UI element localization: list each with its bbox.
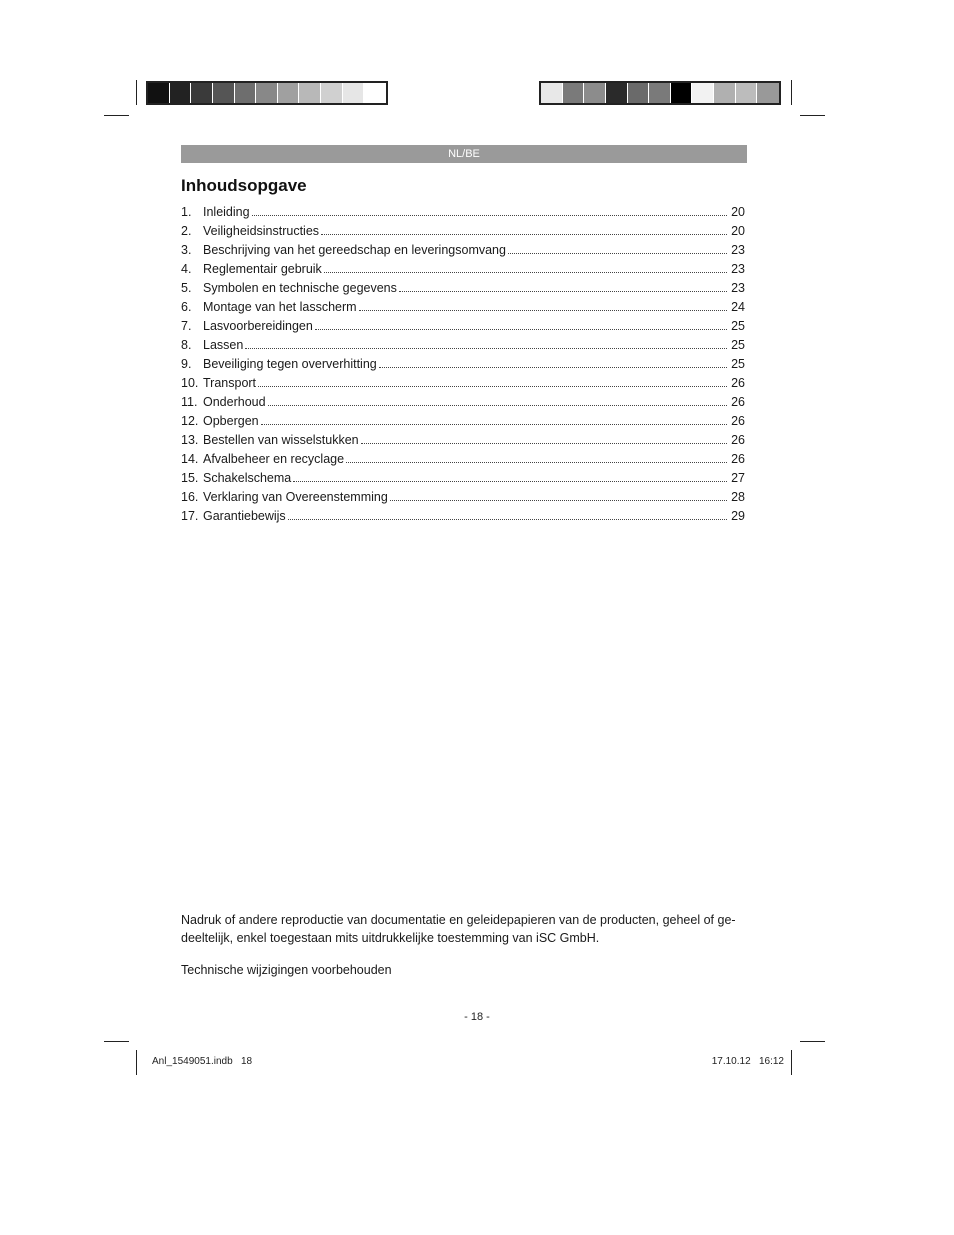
toc-entry-number: 4. [181,262,192,276]
swatch [692,83,714,103]
toc-entry-page: 25 [731,319,745,333]
toc-entry-page: 28 [731,490,745,504]
toc-entry-label: Lasvoorbereidingen [203,319,313,333]
toc-entry-page: 26 [731,433,745,447]
toc-leader-dots [346,461,727,463]
toc-entry-page: 26 [731,376,745,390]
swatch [170,83,192,103]
toc-entry-page: 20 [731,224,745,238]
toc-entry-number: 15. [181,471,199,485]
toc-entry-page: 26 [731,452,745,466]
swatch [364,83,386,103]
toc-entry-label: Lassen [203,338,244,352]
toc-entry-number: 7. [181,319,192,333]
toc-leader-dots [324,271,727,273]
toc-entry-number: 2. [181,224,192,238]
page-title: Inhoudsopgave [181,176,307,195]
crop-mark [791,1050,792,1075]
reproduction-notice [181,911,747,947]
swatch [278,83,300,103]
toc-entry-label: Verklaring van Overeenstemming [203,490,388,504]
swatch [235,83,257,103]
swatch [148,83,170,103]
toc-entry-page: 23 [731,243,745,257]
toc-entry-page: 26 [731,395,745,409]
toc-entry-label: Bestellen van wisselstukken [203,433,359,447]
toc-entry [181,336,745,355]
toc-leader-dots [293,480,727,482]
toc-leader-dots [390,499,727,501]
toc-entry-label: Schakelschema [203,471,292,485]
language-header-bar [181,145,747,163]
toc-entry-label: Montage van het lasscherm [203,300,357,314]
toc-entry-number: 17. [181,509,199,523]
toc-entry-label: Transport [203,376,257,390]
toc-entry-label: Afvalbeheer en recyclage [203,452,345,466]
toc-entry-label: Garantiebewijs [203,509,286,523]
toc-entry-number: 8. [181,338,192,352]
toc-entry [181,203,745,222]
crop-mark [800,115,825,116]
toc-entry-page: 25 [731,357,745,371]
swatch [757,83,779,103]
toc-leader-dots [361,442,727,444]
toc-entry [181,469,745,488]
toc-leader-dots [268,404,727,406]
toc-leader-dots [399,290,727,292]
toc-entry-number: 16. [181,490,199,504]
toc-entry [181,298,745,317]
toc-entry-number: 13. [181,433,199,447]
toc-leader-dots [359,309,727,311]
toc-entry-page: 29 [731,509,745,523]
toc-entry-page: 20 [731,205,745,219]
reproduction-notice-line: Nadruk of andere reproductie van documentatie en geleidepapieren van de producten, geheel of ge- [181,913,736,927]
crop-mark [136,1050,137,1075]
swatch [299,83,321,103]
toc-entry-label: Beschrijving van het gereedschap en leveringsomvang [203,243,506,257]
toc-entry-page: 23 [731,281,745,295]
toc-entry-number: 14. [181,452,199,466]
toc-leader-dots [258,385,727,387]
swatch [714,83,736,103]
toc-entry-page: 26 [731,414,745,428]
toc-entry [181,241,745,260]
toc-entry [181,507,745,526]
toc-entry [181,279,745,298]
toc-entry-page: 24 [731,300,745,314]
toc-leader-dots [252,214,727,216]
toc-entry-number: 10. [181,376,199,390]
toc-entry-number: 1. [181,205,192,219]
page-number: - 18 - [464,1011,490,1023]
toc-leader-dots [245,347,727,349]
toc-entry [181,488,745,507]
toc-entry-number: 11. [181,395,198,409]
toc-entry-label: Veiligheidsinstructies [203,224,320,238]
color-calibration-strip-right [539,81,781,105]
toc-entry-number: 3. [181,243,192,257]
footer-file-info: Anl_1549051.indb 18 [152,1056,253,1067]
swatch [563,83,585,103]
reproduction-notice-line: deeltelijk, enkel toegestaan mits uitdrukkelijke toestemming van iSC GmbH. [181,931,600,945]
toc-entry [181,355,745,374]
color-calibration-strip-left [146,81,388,105]
toc-entry [181,222,745,241]
toc-entry [181,260,745,279]
swatch [736,83,758,103]
toc-leader-dots [261,423,727,425]
footer-datetime: 17.10.12 16:12 [711,1056,784,1067]
toc-entry-page: 23 [731,262,745,276]
toc-entry-number: 9. [181,357,192,371]
toc-entry-label: Inleiding [203,205,250,219]
toc-entry [181,412,745,431]
toc-entry-page: 25 [731,338,745,352]
swatch [256,83,278,103]
crop-mark [104,115,129,116]
toc-leader-dots [379,366,727,368]
toc-entry [181,431,745,450]
toc-leader-dots [508,252,727,254]
toc-entry [181,393,745,412]
toc-entry-number: 6. [181,300,192,314]
toc-leader-dots [321,233,727,235]
toc-entry-label: Onderhoud [203,395,266,409]
toc-leader-dots [288,518,727,520]
toc-entry-label: Reglementair gebruik [203,262,322,276]
table-of-contents [181,203,745,526]
swatch [671,83,693,103]
toc-entry [181,374,745,393]
toc-entry-label: Opbergen [203,414,259,428]
technical-changes-notice: Technische wijzigingen voorbehouden [181,963,392,977]
crop-mark [800,1041,825,1042]
swatch [628,83,650,103]
toc-entry-page: 27 [731,471,745,485]
swatch [321,83,343,103]
swatch [541,83,563,103]
toc-entry-label: Beveiliging tegen oververhitting [203,357,377,371]
swatch [213,83,235,103]
toc-leader-dots [315,328,727,330]
crop-mark [104,1041,129,1042]
crop-mark [136,80,137,105]
toc-entry [181,317,745,336]
swatch [584,83,606,103]
toc-entry-number: 5. [181,281,192,295]
language-code: NL/BE [448,148,480,160]
swatch [191,83,213,103]
swatch [343,83,365,103]
crop-mark [791,80,792,105]
swatch [649,83,671,103]
toc-entry [181,450,745,469]
swatch [606,83,628,103]
toc-entry-number: 12. [181,414,199,428]
toc-entry-label: Symbolen en technische gegevens [203,281,397,295]
